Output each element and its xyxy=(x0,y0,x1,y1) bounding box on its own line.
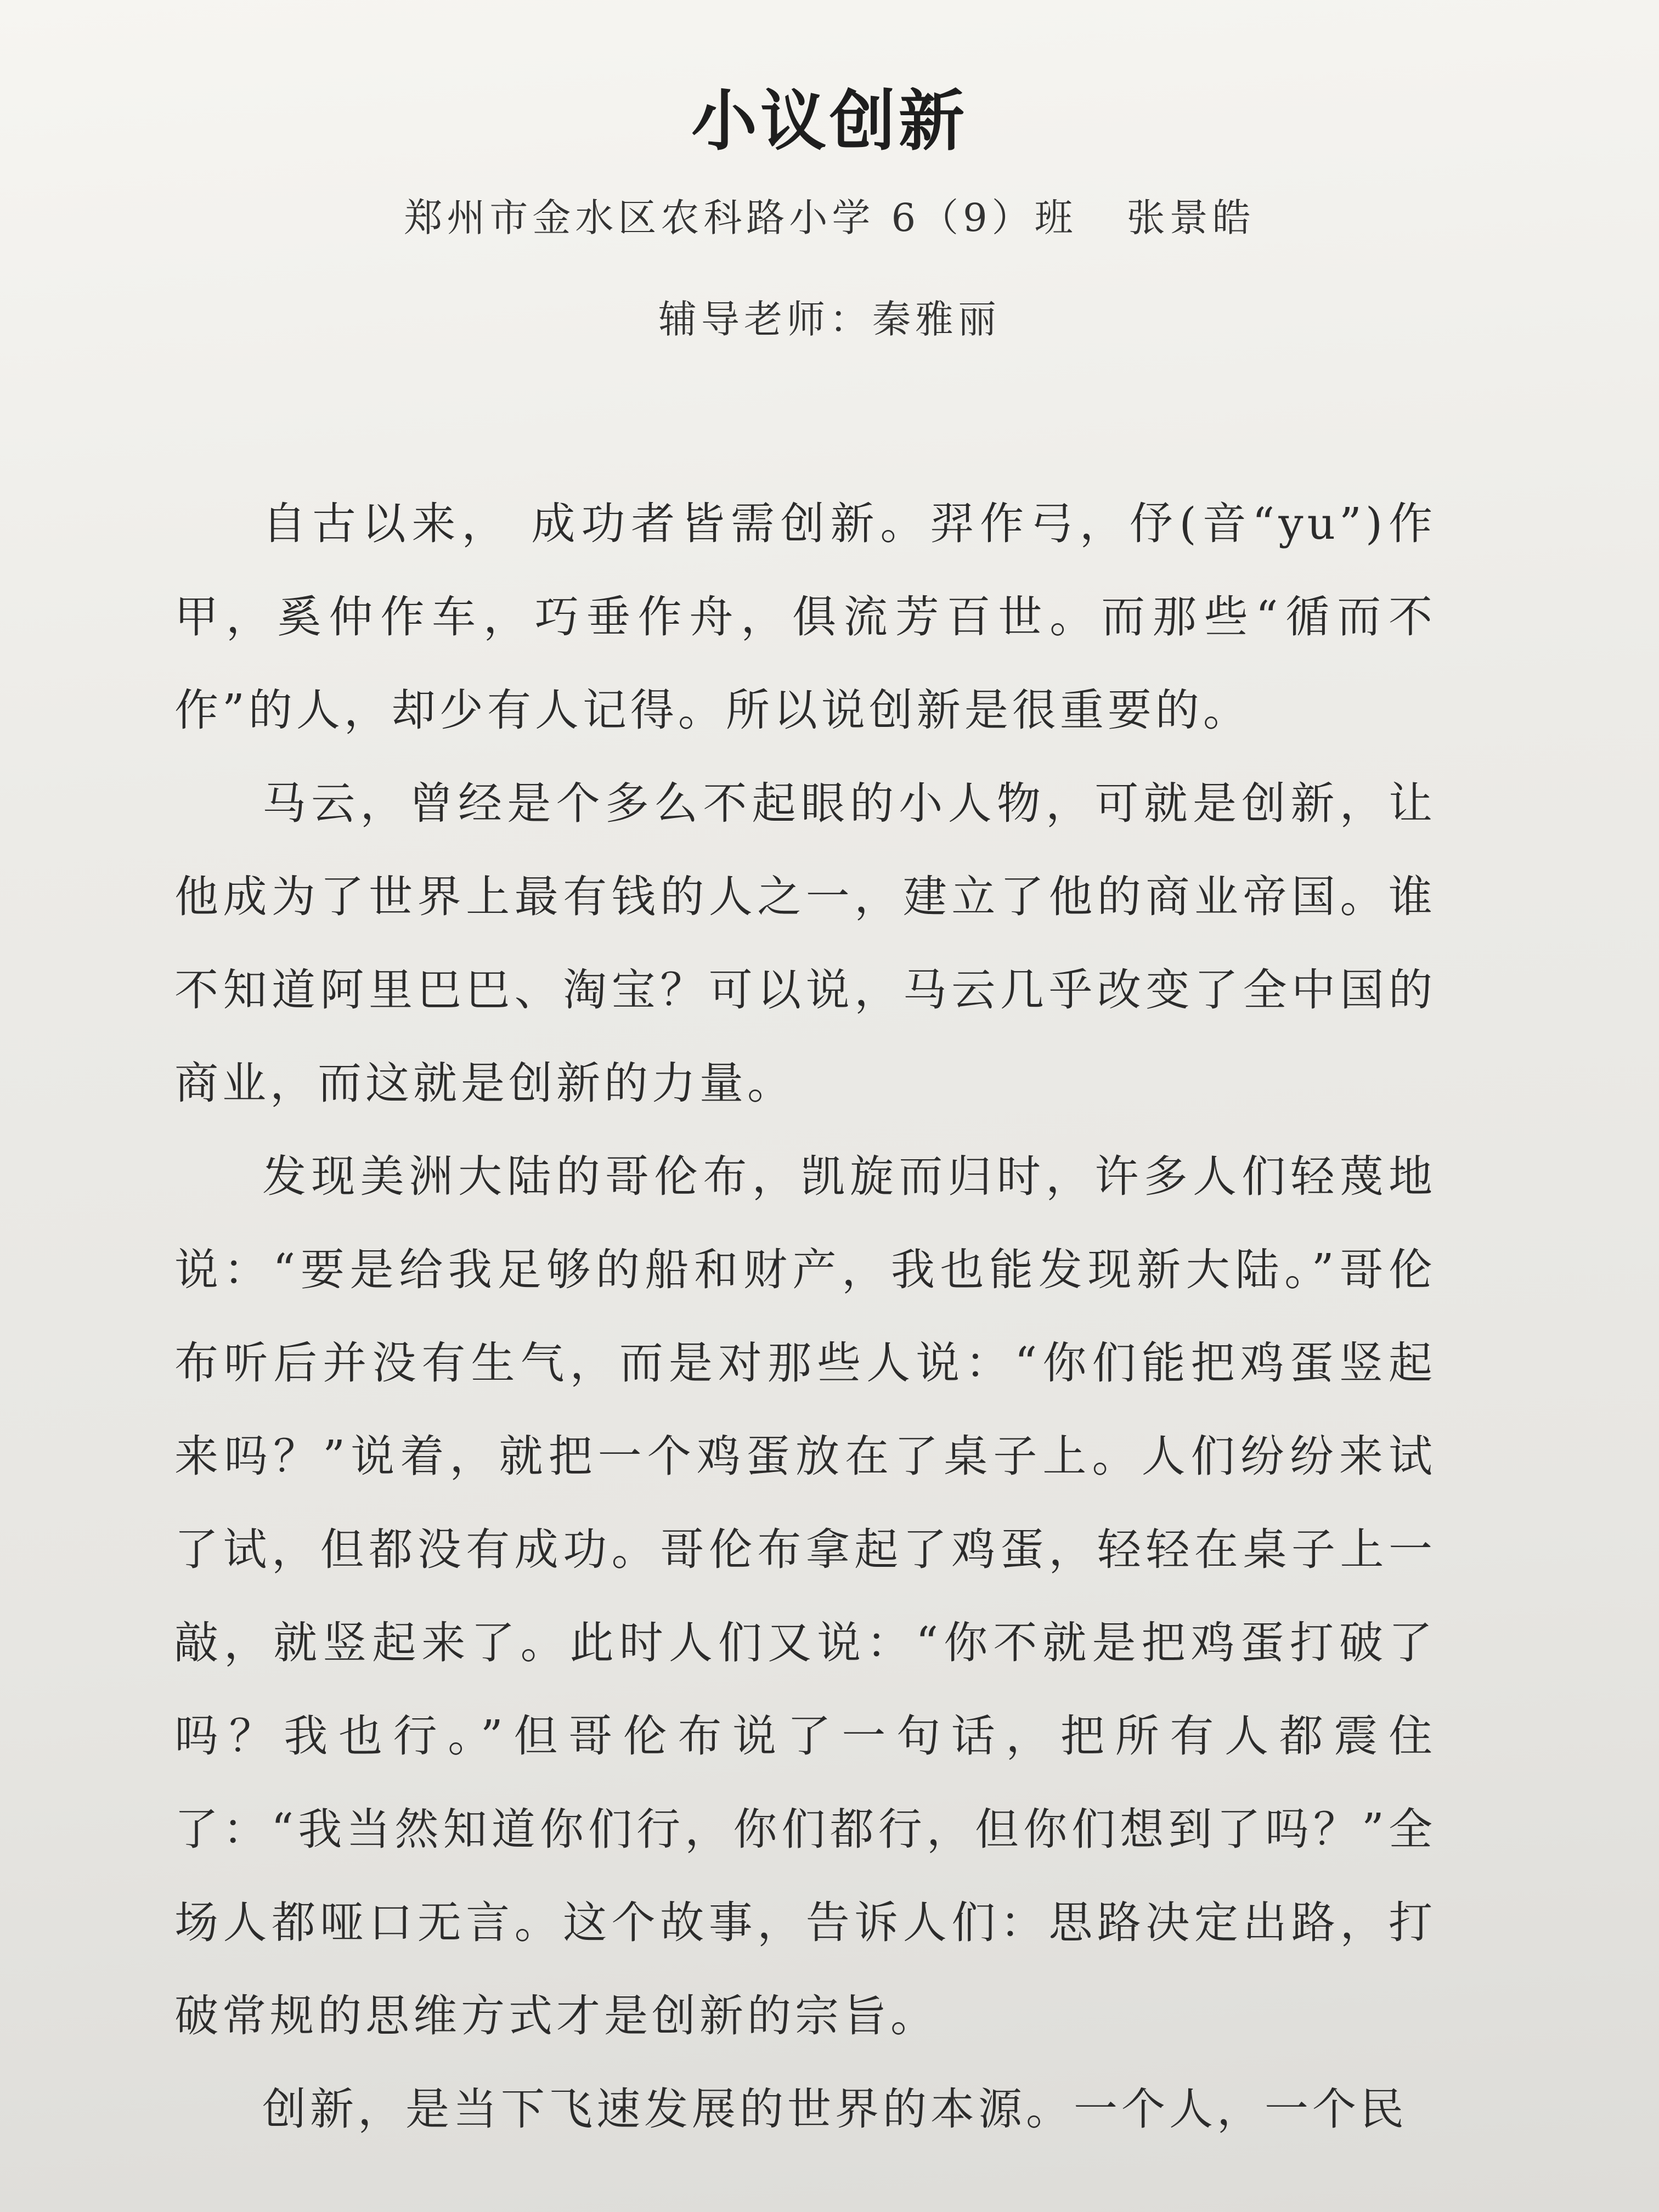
author-line xyxy=(0,195,1659,241)
paragraph: 创新，是当下飞速发展的世界的本源。一个人，一个民 xyxy=(262,2084,1408,2135)
paragraph: 马云，曾经是个多么不起眼的小人物，可就是创新，让他成为了世界上最有钱的人之一，建立了他的商业帝国。谁不知道阿里巴巴、淘宝？可以说，马云几乎改变了全中国的商业，而这就是创新的力量。 xyxy=(174,778,1436,1109)
teacher-line: 辅导老师：秦雅丽 xyxy=(658,297,1001,342)
paragraph: 发现美洲大陆的哥伦布，凯旋而归时，许多人们轻蔑地说：“要是给我足够的船和财产，我也能发现新大陆。”哥伦布听后并没有生气，而是对那些人说：“你们能把鸡蛋竖起来吗？”说着，就把一个鸡蛋放在了桌子上。人们纷纷来试了试，但都没有成功。哥伦布拿起了鸡蛋，轻轻在桌子上一敲，就竖起来了。此时人们又说：“你不就是把鸡蛋打破了吗？我也行。”但哥伦布说了一句话，把所有人都震住了：“我当然知道你们行，你们都行，但你们想到了吗？”全场人都哑口无言。这个故事，告诉人们：思路决定出路，打破常规的思维方式才是创新的宗旨。 xyxy=(174,1151,1436,2041)
paragraph: 自古以来， 成功者皆需创新。羿作弓，伃(音“yu”)作甲，奚仲作车，巧垂作舟，俱流芳百世。而那些“循而不作”的人，却少有人记得。所以说创新是很重要的。 xyxy=(174,498,1436,736)
author-name: 张景皓 xyxy=(1126,195,1255,240)
essay-title: 小议创新 xyxy=(691,83,968,160)
essay-body xyxy=(174,477,1436,2156)
school-class: 郑州市金水区农科路小学 6（9）班 xyxy=(404,195,1077,240)
